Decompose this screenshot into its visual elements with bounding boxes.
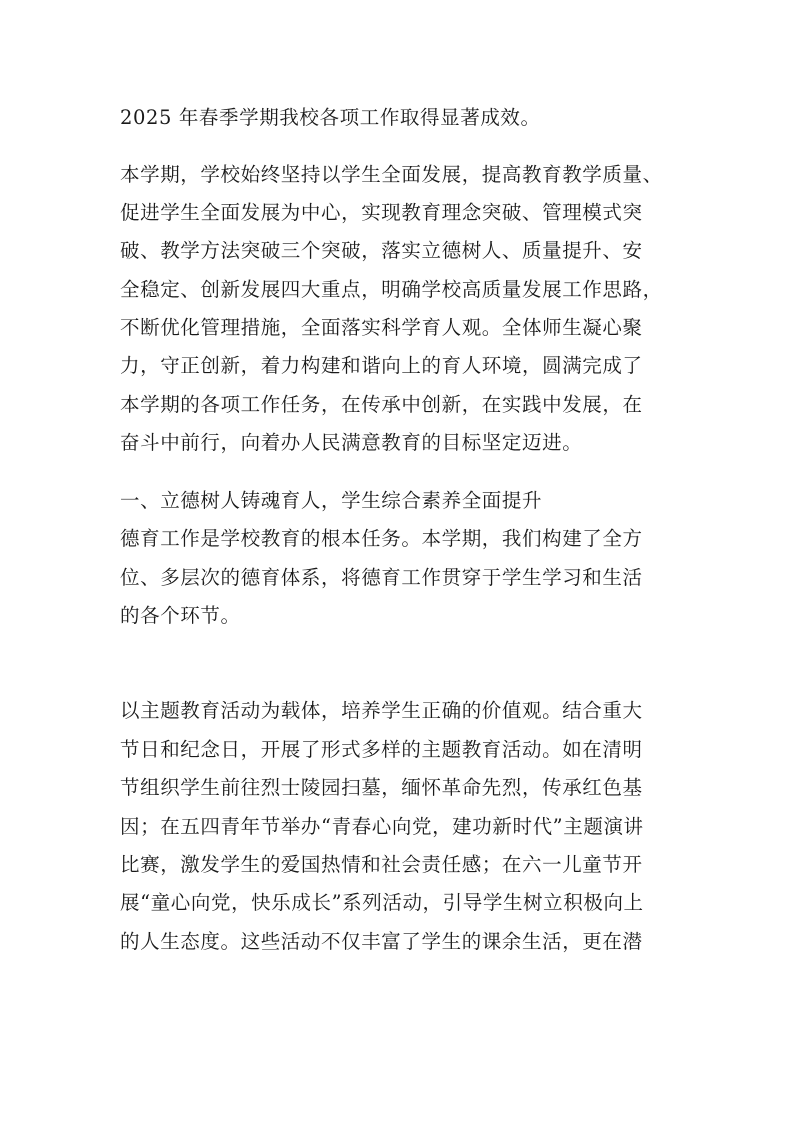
paragraph-1-line-3: 破、教学方法突破三个突破，落实立德树人、质量提升、安: [120, 239, 643, 262]
paragraph-3-line-4: 因；在五四青年节举办“青春心向党，建功新时代”主题演讲: [120, 815, 644, 838]
paragraph-1-line-5: 不断优化管理措施，全面落实科学育人观。全体师生凝心聚: [120, 316, 643, 339]
paragraph-2-line-1: 德育工作是学校教育的根本任务。本学期，我们构建了全方: [120, 527, 643, 550]
paragraph-1-line-1: 本学期，学校始终坚持以学生全面发展，提高教育教学质量、: [120, 163, 663, 186]
intro-line: 2025 年春季学期我校各项工作取得显著成效。: [120, 106, 541, 129]
paragraph-1-line-7: 本学期的各项工作任务，在传承中创新，在实践中发展，在: [120, 393, 643, 416]
paragraph-2-line-3: 的各个环节。: [120, 604, 241, 627]
paragraph-3-line-5: 比赛，激发学生的爱国热情和社会责任感；在六一儿童节开: [120, 853, 643, 876]
paragraph-3-line-3: 节组织学生前往烈士陵园扫墓，缅怀革命先烈，传承红色基: [120, 776, 643, 799]
paragraph-3-line-1: 以主题教育活动为载体，培养学生正确的价值观。结合重大: [120, 699, 643, 722]
section-heading-1: 一、立德树人铸魂育人，学生综合素养全面提升: [120, 489, 543, 512]
paragraph-3-line-7: 的人生态度。这些活动不仅丰富了学生的课余生活，更在潜: [120, 930, 643, 953]
paragraph-1-line-4: 全稳定、创新发展四大重点，明确学校高质量发展工作思路，: [120, 278, 663, 301]
paragraph-1-line-6: 力，守正创新，着力构建和谐向上的育人环境，圆满完成了: [120, 354, 643, 377]
paragraph-3-line-2: 节日和纪念日，开展了形式多样的主题教育活动。如在清明: [120, 738, 643, 761]
paragraph-1-line-8: 奋斗中前行，向着办人民满意教育的目标坚定迈进。: [120, 431, 583, 454]
paragraph-2-line-2: 位、多层次的德育体系，将德育工作贯穿于学生学习和生活: [120, 566, 643, 589]
paragraph-1-line-2: 促进学生全面发展为中心，实现教育理念突破、管理模式突: [120, 201, 643, 224]
paragraph-3-line-6: 展“童心向党，快乐成长”系列活动，引导学生树立积极向上: [120, 891, 644, 914]
